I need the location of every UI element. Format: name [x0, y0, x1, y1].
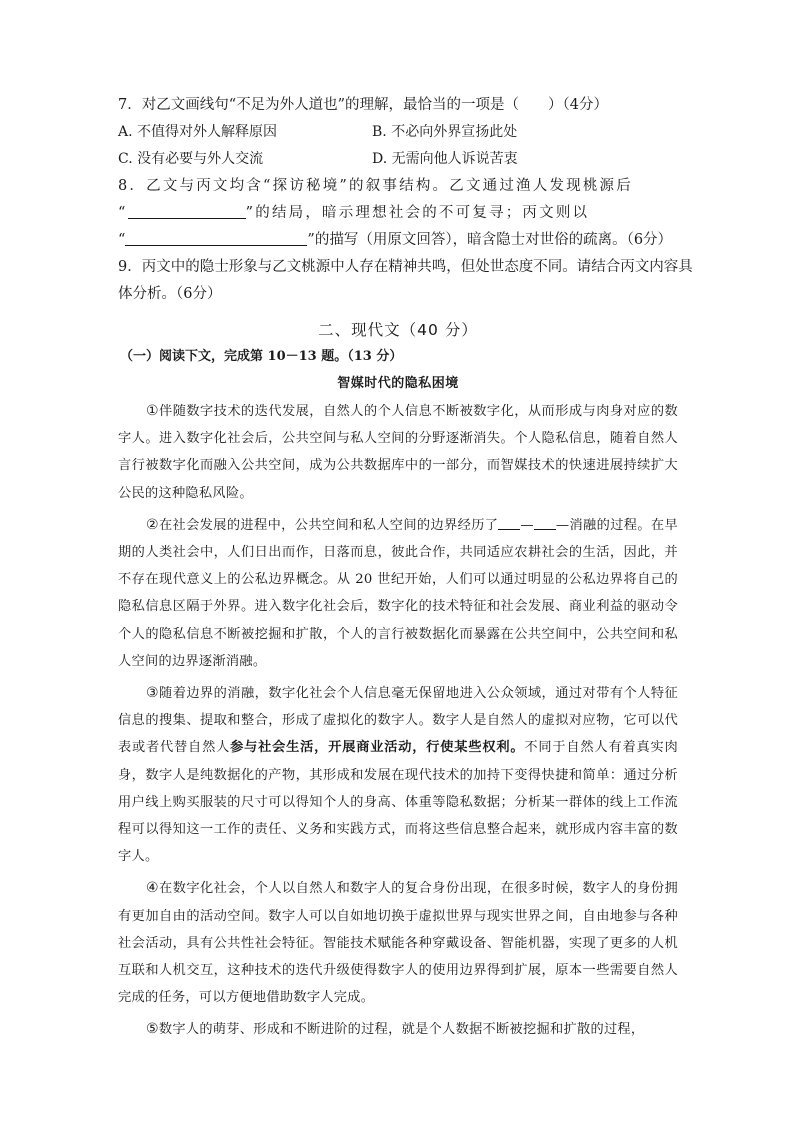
paragraph-2: [118, 512, 678, 675]
question-8-quote-open: “: [118, 205, 128, 221]
paragraph-1: [118, 398, 678, 507]
fill-blank-1[interactable]: [498, 515, 520, 530]
paragraph-4: [118, 875, 678, 1011]
paragraph-number: ⑤: [146, 1021, 159, 1038]
question-8-line-2-text: ”的结局，暗示理想社会的不可复寻；丙文则以: [245, 205, 590, 221]
question-8-line-3: [118, 227, 678, 254]
paragraph-3: [118, 680, 678, 870]
fill-blank-2[interactable]: [534, 515, 556, 530]
paragraph-text-continued: 不同于自然人有着真实肉身，数字人是纯数据化的产物，其形成和发展在现代技术的加持下变得快捷和简单：通过分析用户线上购买服装的尺寸可以得知个人的身高、体重等隐私数据；分析某一群体的线上工作流程可以得知这一工作的责任、义务和实践方式，而将这些信息整合起来，就形成内容丰富的数字人。: [118, 740, 678, 865]
question-7-options-row-2: [118, 146, 678, 173]
answer-blank-2[interactable]: [125, 229, 307, 246]
paragraph-text: 随着边界的消融，数字化社会个人信息毫无保留地进入公众领域，通过对带有个人特征信息的搜集、提取和整合，形成了虚拟化的数字人。数字人是自然人的虚拟对应物，它可以代表或者代替自然人: [118, 686, 678, 756]
paragraph-number: ①: [146, 403, 160, 419]
paragraph-text: 在数字化社会，个人以自然人和数字人的复合身份出现，在很多时候，数字人的身份拥有更加自由的活动空间。数字人可以自如地切换于虚拟世界与现实世界之间，自由地参与各种社会活动，具有公共性社会特征。智能技术赋能各种穿戴设备、智能机器，实现了更多的人机互联和人机交互，这种技术的迭代升级使得数字人的使用边界得到扩展，原本一些需要自然人完成的任务，可以方便地借助数字人完成。: [118, 881, 678, 1006]
exam-page: [118, 92, 693, 1049]
blank-separator: —: [520, 517, 534, 533]
option-b[interactable]: B. 不必向外界宣扬此处: [372, 124, 518, 140]
paragraph-text: 数字人的萌芽、形成和不断进阶的过程，就是个人数据不断被挖掘和扩散的过程，: [158, 1022, 645, 1038]
paragraph-5: [118, 1016, 678, 1043]
question-7-options-row-1: [118, 119, 678, 146]
paragraph-text: 伴随数字技术的迭代发展，自然人的个人信息不断被数字化，从而形成与肉身对应的数字人。进入数字化社会后，公共空间与私人空间的分野逐渐消失。个人隐私信息，随着自然人言行被数字化而融入公共空间，成为公共数据库中的一部分，而智媒技术的快速进展持续扩大公民的这种隐私风险。: [118, 404, 678, 501]
paragraph-number: ③: [146, 685, 160, 702]
paragraph-bold-text: 参与社会生活，开展商业活动，行使某些权利。: [230, 740, 525, 756]
question-9-line-2: 体分析。（6分）: [118, 286, 222, 302]
question-8-quote-open-2: “: [118, 232, 126, 248]
article-title: 智媒时代的隐私困境: [337, 376, 459, 391]
reading-subheading: （一）阅读下文，完成第 10－13 题。（13 分）: [120, 349, 403, 364]
answer-blank-1[interactable]: [128, 202, 246, 219]
option-a[interactable]: A. 不值得对外人解释原因: [118, 124, 278, 140]
paragraph-text: 在社会发展的进程中，公共空间和私人空间的边界经历了: [158, 517, 499, 533]
paragraph-text-continued: —消融的过程。在早期的人类社会中，人们日出而作，日落而息，彼此合作，共同适应农耕社会的生活，因此，并不存在现代意义上的公私边界概念。从 20 世纪开始，人们可以通过明显的公私边界将自己的隐私信息区隔于外界。进入数字化社会后，数字化的技术特征和社会发展、商业利益的驱动令个人的隐私信息不断被挖掘和扩散，个人的言行被数据化而暴露在公共空间中，公共空间和私人空间的边界逐渐消融。: [118, 517, 678, 669]
question-8-line-3-text: ”的描写（用原文回答），暗含隐士对世俗的疏离。（6分）: [307, 232, 673, 248]
question-8-line-1: 8．乙文与丙文均含“探访秘境”的叙事结构。乙文通过渔人发现桃源后: [118, 178, 633, 194]
section-heading: 二、现代文（40 分）: [318, 321, 478, 339]
question-9-line-1: 9．丙文中的隐士形象与乙文桃源中人存在精神共鸣，但处世态度不同。请结合丙文内容具: [118, 259, 693, 275]
option-d[interactable]: D. 无需向他人诉说苦衷: [372, 151, 518, 167]
paragraph-number: ②: [146, 516, 159, 533]
paragraph-number: ④: [146, 880, 160, 897]
question-8-line-2: [118, 200, 678, 227]
option-c[interactable]: C. 没有必要与外人交流: [118, 151, 264, 167]
question-7-stem: 7．对乙文画线句“不足为外人道也”的理解，最恰当的一项是（ ）（4分）: [118, 97, 609, 113]
